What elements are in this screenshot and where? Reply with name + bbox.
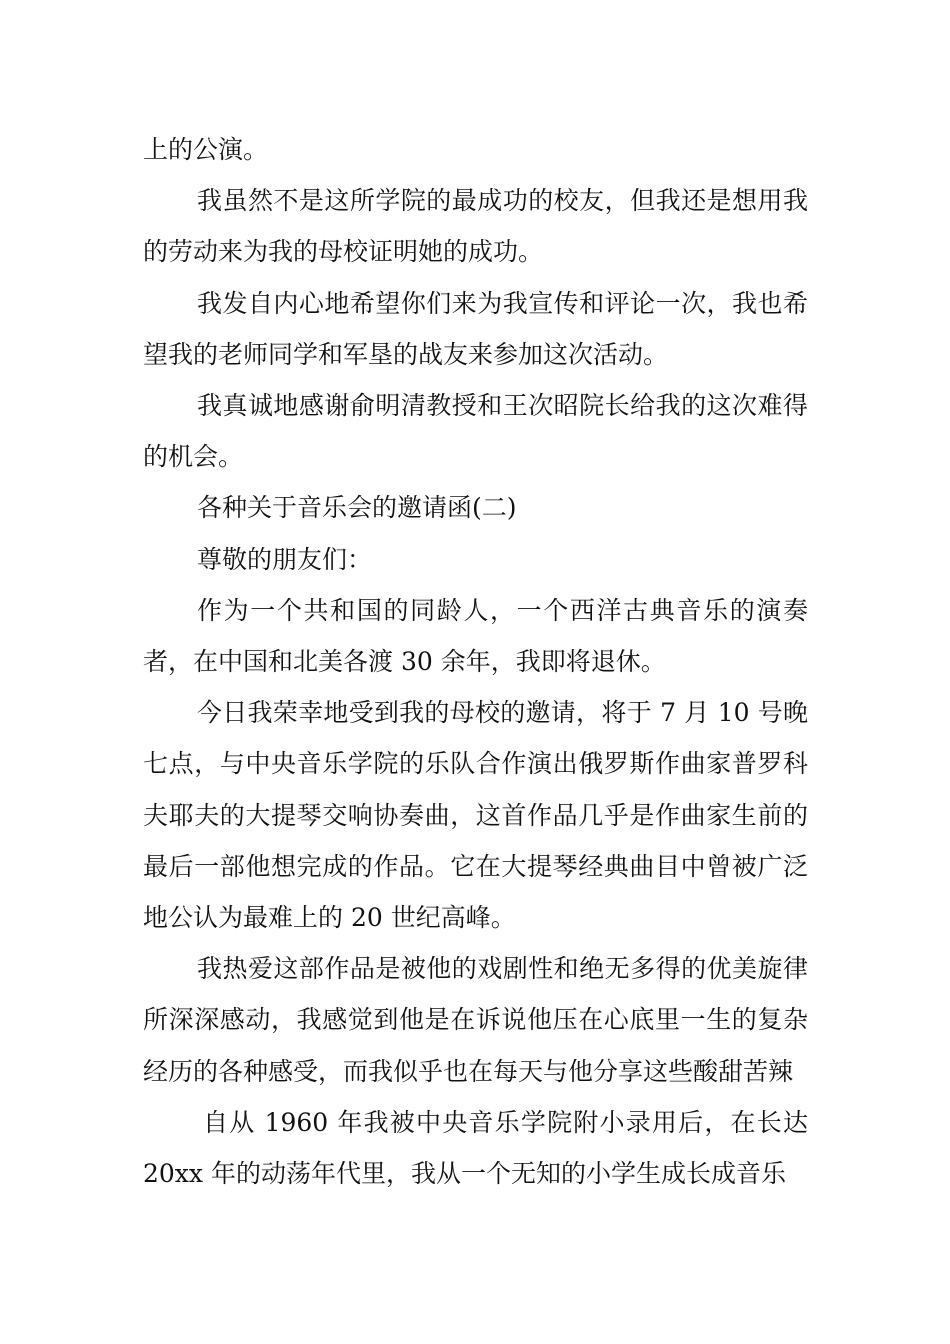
salutation: 尊敬的朋友们： [197, 544, 373, 574]
paragraph: 自从 1960 年我被中央音乐学院附小录用后，在长达 20xx 年的动荡年代里，我从一个无知的小学生成长成音乐 [143, 1107, 808, 1189]
paragraph-continuation: 上的公演。 [143, 135, 269, 164]
paragraph: 作为一个共和国的同龄人，一个西洋古典音乐的演奏者，在中国和北美各渡 30 余年，我即将退休。 [143, 595, 808, 677]
document-body [143, 124, 808, 1199]
paragraph: 今日我荣幸地受到我的母校的邀请，将于 7 月 10 号晚七点，与中央音乐学院的乐队合作演出俄罗斯作曲家普罗科夫耶夫的大提琴交响协奏曲，这首作品几乎是作曲家生前的最后一部他想完成的作品。它在大提琴经典曲目中曾被广泛地公认为最难上的 20 世纪高峰。 [143, 698, 808, 933]
paragraph: 我热爱这部作品是被他的戏剧性和绝无多得的优美旋律所深深感动，我感觉到他是在诉说他压在心底里一生的复杂经历的各种感受，而我似乎也在每天与他分享这些酸甜苦辣 [143, 954, 808, 1086]
paragraph: 我发自内心地希望你们来为我宣传和评论一次，我也希望我的老师同学和军垦的战友来参加这次活动。 [143, 288, 808, 369]
paragraph: 我真诚地感谢俞明清教授和王次昭院长给我的这次难得的机会。 [143, 391, 808, 472]
section-heading: 各种关于音乐会的邀请函(二) [197, 493, 517, 523]
paragraph: 我虽然不是这所学院的最成功的校友，但我还是想用我的劳动来为我的母校证明她的成功。 [143, 186, 808, 267]
